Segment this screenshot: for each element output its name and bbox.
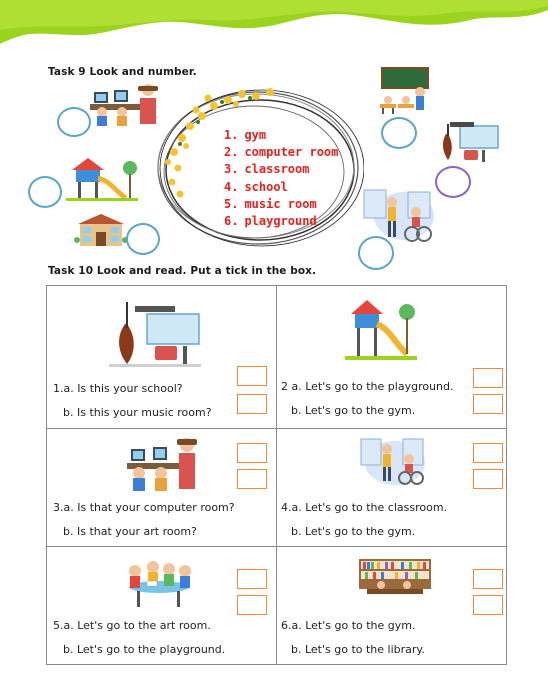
header-banner — [0, 0, 548, 48]
tick-box-6b[interactable] — [473, 595, 503, 615]
gym-picture — [357, 435, 427, 485]
task10-cell-1 — [47, 286, 277, 429]
word-item: 3. classroom — [224, 162, 310, 177]
task10-cell-6 — [277, 547, 507, 665]
answer-circle-2[interactable] — [28, 176, 62, 208]
task10-cell-5 — [47, 547, 277, 665]
option-a: 2 a. Let's go to the playground. — [281, 380, 454, 393]
task10-table — [46, 285, 507, 665]
answer-circle-1[interactable] — [57, 107, 91, 137]
playground-picture — [345, 296, 417, 362]
word-item: 1. gym — [224, 128, 267, 142]
school-picture — [74, 212, 128, 248]
tick-box-1a[interactable] — [237, 366, 267, 386]
music-room-picture — [438, 120, 502, 164]
task9-word-list — [224, 127, 338, 230]
tick-box-6a[interactable] — [473, 569, 503, 589]
option-b: b. Is that your art room? — [63, 525, 197, 538]
task10-title: Task 10 Look and read. Put a tick in the box. — [48, 265, 317, 277]
word-item: 4. school — [224, 179, 288, 194]
tick-box-1b[interactable] — [237, 394, 267, 414]
answer-circle-5[interactable] — [435, 166, 471, 198]
task10-cell-2 — [277, 286, 507, 429]
word-item: 5. music room — [224, 196, 317, 211]
option-b: b. Let's go to the gym. — [291, 404, 416, 417]
answer-circle-4[interactable] — [381, 117, 417, 149]
option-b: b. Let's go to the library. — [291, 643, 425, 656]
word-item: 6. playground — [224, 214, 317, 229]
tick-box-4b[interactable] — [473, 469, 503, 489]
tick-box-2a[interactable] — [473, 368, 503, 388]
computer-room-picture — [125, 435, 201, 493]
tick-box-5a[interactable] — [237, 569, 267, 589]
task10-cell-4 — [277, 429, 507, 547]
option-b: b. Let's go to the playground. — [63, 643, 226, 656]
option-a: 6.a. Let's go to the gym. — [281, 619, 416, 632]
playground-picture — [64, 156, 140, 202]
art-room-picture — [121, 557, 197, 611]
option-a: 1.a. Is this your school? — [53, 382, 183, 395]
tick-box-3b[interactable] — [237, 469, 267, 489]
answer-circle-6[interactable] — [358, 236, 394, 270]
option-b: b. Is this your music room? — [63, 406, 212, 419]
tick-box-5b[interactable] — [237, 595, 267, 615]
tick-box-3a[interactable] — [237, 443, 267, 463]
option-a: 4.a. Let's go to the classroom. — [281, 501, 448, 514]
classroom-picture — [376, 66, 434, 116]
music-room-picture — [107, 294, 203, 370]
library-picture — [357, 557, 433, 601]
word-item: 2. computer room — [224, 145, 339, 160]
tick-box-4a[interactable] — [473, 443, 503, 463]
option-a: 5.a. Let's go to the art room. — [53, 619, 211, 632]
task10-cell-3 — [47, 429, 277, 547]
tick-box-2b[interactable] — [473, 394, 503, 414]
option-a: 3.a. Is that your computer room? — [53, 501, 235, 514]
task9-title: Task 9 Look and number. — [48, 66, 197, 78]
option-b: b. Let's go to the gym. — [291, 525, 416, 538]
gym-picture — [356, 186, 436, 242]
